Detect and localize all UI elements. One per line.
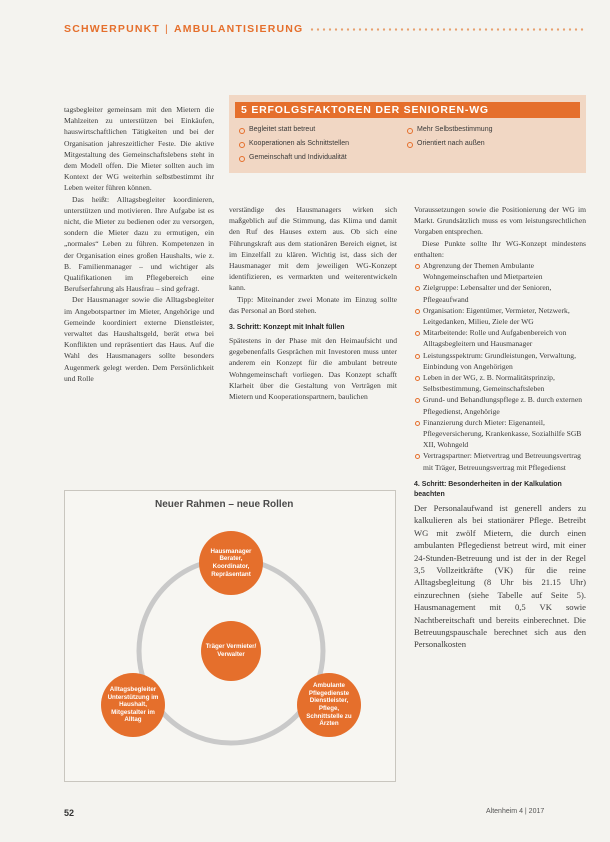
column1-paragraph: tagsbegleiter gemeinsam mit den Mietern die Mahlzeiten zu unterstützen bei Einkäufen, hauswirtschaftlichen Tätigkeiten und bei der Organisation jahreszeitlicher Feste. Die aktive Mitgestaltung des Gemeinschaftslebens steht in dem Modell offen. Die Mieter sollten auch im Kontext der WG weiterhin selbstbestimmt ihr Leben weiter führen können. <box>64 105 214 193</box>
success-factors-list <box>239 125 579 163</box>
text-column-2 <box>229 204 397 402</box>
column1-paragraph: Das heißt: Alltagsbegleiter koordinieren, unterstützen und motivieren. Ihre Aufgabe ist es nicht, die Mieter zu bedienen oder zu versorgen, sondern die Mieter dazu zu ermutigen, ein „normales“ Leben zu führen. Kompetenzen in der Organisation eines großen Haushalts, wie z. B. Familienmanager – und wichtiger als Qualifikationen im Pflegebereich eine Berufserfahrung als Hausfrau – sind gefragt. <box>64 194 214 294</box>
factor-item: Kooperationen als Schnittstellen <box>239 139 399 149</box>
topic-label: AMBULANTISIERUNG <box>173 23 304 35</box>
node-top-label: Hausmanager Berater, Koordinator, Repräsentant <box>210 547 252 578</box>
header-dotted-rule <box>309 28 584 31</box>
step4-heading: 4. Schritt: Besonderheiten in der Kalkulation beachten <box>414 480 562 498</box>
magazine-issue: Altenheim 4 | 2017 <box>486 808 545 815</box>
roles-diagram <box>64 490 396 782</box>
node-left-label: Alltagsbegleiter Unterstützung im Haushalt, Mitgestalter im Alltag <box>107 686 159 724</box>
checklist-item: Leistungsspektrum: Grundleistungen, Verwaltung, Einbindung von Angehörigen <box>414 350 586 372</box>
section-label: SCHWERPUNKT <box>64 23 161 35</box>
checklist-item: Organisation: Eigentümer, Vermieter, Netzwerk, Leitgedanken, Milieu, Ziele der WG <box>414 305 586 327</box>
column3-intro: Voraussetzungen sowie die Positionierung der WG im Markt. Grundsätzlich muss es vom leistungsrechtlichen Vorgaben entsprechen. <box>414 205 586 237</box>
checklist-item: Mitarbeitende: Rolle und Aufgabenbereich von Alltagsbegleitern und Hausmanager <box>414 327 586 349</box>
factor-item: Gemeinschaft und Individualität <box>239 153 399 163</box>
diagram-title: Neuer Rahmen – neue Rollen <box>155 499 294 510</box>
checklist-item: Grund- und Behandlungspflege z. B. durch externen Pflegedienst, Angehörige <box>414 394 586 416</box>
text-column-1 <box>64 104 214 384</box>
node-center-label: Träger Vermieter/ Verwalter <box>205 643 257 658</box>
success-factors-title: 5 ERFOLGSFAKTOREN DER SENIOREN-WG <box>235 102 580 118</box>
column3-lead: Diese Punkte sollte Ihr WG-Konzept mindestens enthalten: <box>414 238 586 259</box>
factor-item: Orientiert nach außen <box>407 139 577 149</box>
step3-heading: 3. Schritt: Konzept mit Inhalt füllen <box>229 324 345 332</box>
checklist-item: Finanzierung durch Mieter: Eigenanteil, Pflegeversicherung, Krankenkasse, Sozialhilfe SGB XII, Wohngeld <box>414 417 586 451</box>
page-number: 52 <box>64 808 75 818</box>
column1-paragraph: Der Hausmanager sowie die Alltagsbegleiter im Angebotspartner im Mieter, Angehörige und Gemeinde koordiniert externe Dienstleister, verwaltet das Haushaltsgeld, berät etwa bei Konflikten und repräsentiert das Haus. Auf die Wahl des Hausmanagers sollte besonders Augenmerk gelegt werden. Dem Persönlichkeit und Rolle <box>64 295 214 383</box>
header-separator: | <box>165 23 169 35</box>
text-column-3 <box>414 204 586 651</box>
column2-paragraph: verständige des Hausmanagers wirken sich maßgeblich auf die Stimmung, das Klima und damit den Ruf des Hauses extern aus. Ob sich eine Führungskraft aus dem stationären Bereich eignet, ist im Einzelfall zu klären. Wichtig ist, dass sich der Hausmanager mit dem jeweiligen WG-Konzept identifizieren, es vermarkten und weiterentwickeln kann. <box>229 205 397 293</box>
node-right-label: Ambulante Pflegedienste Dienstleister, Pflege, Schnittstelle zu Ärzten <box>306 682 352 728</box>
step4-paragraph: Der Personalaufwand ist generell anders zu kalkulieren als bei stationärer Pflege. Betreibt WG mit zwölf Mietern, die durch einen ambulanten Pflegedienst betreut wird, mit einer 24-Stunden-Betreuung und ist der in der Regel 3,5 Vollzeitkräfte (VK) für die reine Alltagsbegleitung (8 Uhr bis 21.15 Uhr) einzurechnen (siehe Tabelle auf Seite 5). Hausmanagement mit 0,5 VK sowie Nachtbereitschaft und bereits einberechnet. Die Betreuungspauschale berechnet sich aus den Personalkosten <box>414 502 586 650</box>
concept-checklist <box>414 260 586 473</box>
checklist-item: Zielgruppe: Lebensalter und der Senioren, Pflegeaufwand <box>414 282 586 304</box>
factor-item: Begleitet statt betreut <box>239 125 399 135</box>
section-header <box>64 20 584 38</box>
success-factors-box <box>229 95 586 173</box>
checklist-item: Abgrenzung der Themen Ambulante Wohngemeinschaften und Mietparteien <box>414 260 586 282</box>
checklist-item: Leben in der WG, z. B. Normalitätsprinzip, Selbstbestimmung, Gemeinschaftsleben <box>414 372 586 394</box>
column2-paragraph: Tipp: Miteinander zwei Monate im Einzug sollte das Personal an Bord stehen. <box>229 294 397 315</box>
step3-paragraph: Spätestens in der Phase mit den Heimaufsicht und gegebenenfalls Gesprächen mit Investoren muss unter anderem ein Konzept für die ambulant betreute Wohngemeinschaft vorliegen. Das Konzept schafft Klarheit über die Gestaltung von Verträgen mit Mietern und Kooperationspartnern, baulichen <box>229 336 397 402</box>
factor-item: Mehr Selbstbestimmung <box>407 125 577 135</box>
checklist-item: Vertragspartner: Mietvertrag und Betreuungsvertrag mit Träger, Betreuungsvertrag mit Pflegedienst <box>414 450 586 472</box>
